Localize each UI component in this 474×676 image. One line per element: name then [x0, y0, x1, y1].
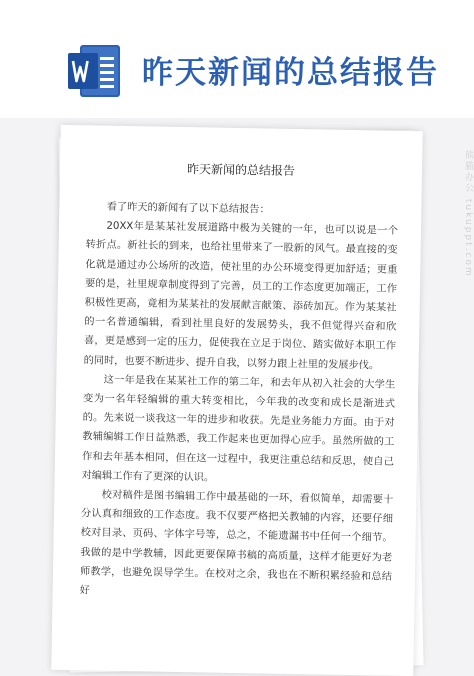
document-title: 昨天新闻的总结报告 [186, 162, 296, 178]
banner-header [0, 0, 474, 118]
document-body [79, 197, 398, 606]
paragraph: 看了昨天的新闻有了以下总结报告： [106, 201, 270, 216]
document-preview [56, 128, 418, 669]
document-page [51, 125, 422, 676]
paragraph: 20XX年是某某社发展道路中极为关键的一年，也可以说是一个转折点。新社长的到来，也给社里带来了一股新的风气。最直接的变化就是通过办公场所的改造，使社里的办公环境变得更加舒适；更重要的是，社里规章制度得到了完善，员工的工作态度更加端正，工作积极性更高，竟相为某某社的发展献言献策、添砖加瓦。作为某某社的一名普通编辑，看到社里良好的发展势头，我不但觉得兴奋和欣喜，更是感到一定的压力，促使我在立足于岗位、踏实做好本职工作的同时，也要不断进步、提升自我，以努力跟上社里的发展步伐。 [83, 220, 399, 372]
word-document-icon [66, 43, 122, 99]
side-watermark: 熊猫办公 tukuppt.com [463, 150, 473, 278]
paragraph: 这一年是我在某某社工作的第二年，和去年从初入社会的大学生变为一名年轻编辑的重大转变相比，今年我的改变和成长是渐进式的。先来说一谈我这一年的进步和收获。先是业务能力方面。由于对教辅编辑工作日益熟悉，我工作起来也更加得心应手。虽然所做的工作和去年基本相同，但在这一过程中，我更注重总结和反思，使自己对编辑工作有了更深的认识。 [81, 374, 396, 484]
banner-title: 昨天新闻的总结报告 [142, 55, 439, 91]
paragraph: 校对稿件是图书编辑工作中最基础的一环，看似简单，却需要十分认真和细致的工作态度。我不仅要严格把关教辅的内容，还要仔细校对目录、页码、字体字号等，总之，不能遗漏书中任何一个细节。我做的是中学教辅，因此更要保障书稿的高质量，这样才能更好为老师教学，也避免误导学生。在校对之余，我也在不断积累经验和总结好 [79, 489, 394, 597]
